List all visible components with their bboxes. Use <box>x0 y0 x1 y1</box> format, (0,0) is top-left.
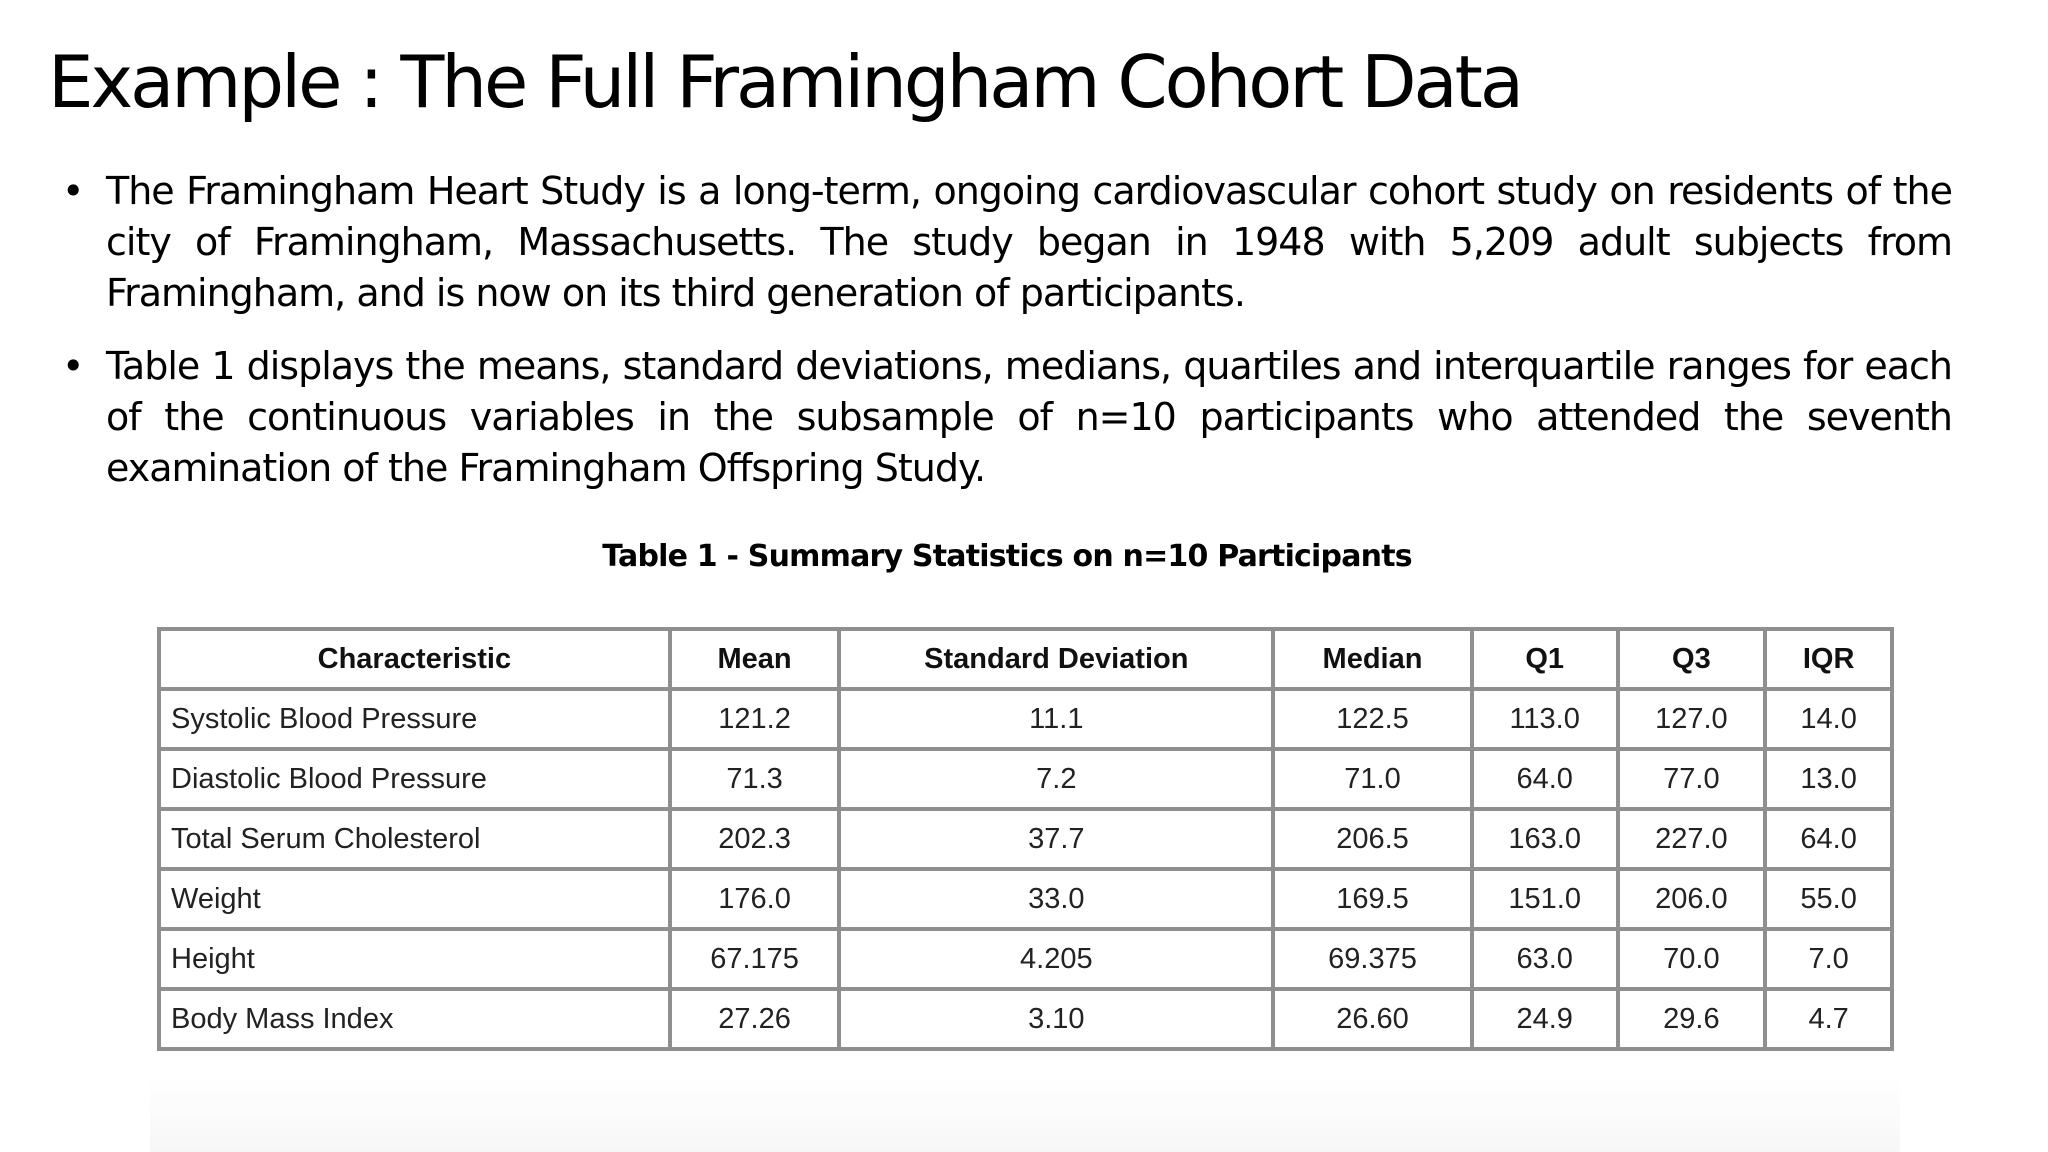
cell-standard-deviation: 7.2 <box>839 749 1273 809</box>
bullet-icon: • <box>62 169 84 213</box>
bullet-list <box>62 166 1952 516</box>
column-header-iqr: IQR <box>1765 629 1892 689</box>
column-header-characteristic: Characteristic <box>159 629 670 689</box>
table-caption: Table 1 - Summary Statistics on n=10 Participants <box>602 539 1412 574</box>
table-row <box>159 749 1892 809</box>
bullet-icon: • <box>62 344 84 388</box>
table-row <box>159 869 1892 929</box>
cell-standard-deviation: 11.1 <box>839 689 1273 749</box>
cell-q3: 206.0 <box>1618 869 1766 929</box>
cell-standard-deviation: 37.7 <box>839 809 1273 869</box>
bullet-text: The Framingham Heart Study is a long-term, ongoing cardiovascular cohort study on residents of the city of Framingham, Massachusetts. The study began in 1948 with 5,209 adult subjects from Framingham, and is now on its third generation of participants. <box>106 169 1952 315</box>
cell-q3: 127.0 <box>1618 689 1766 749</box>
cell-q3: 77.0 <box>1618 749 1766 809</box>
cell-characteristic: Systolic Blood Pressure <box>159 689 670 749</box>
bullet-text: Table 1 displays the means, standard deviations, medians, quartiles and interquartile ranges for each of the continuous variables in the subsample of n=10 participants who attended the seventh examination of the Framingham Offspring Study. <box>106 344 1952 490</box>
cell-q3: 29.6 <box>1618 989 1766 1049</box>
cell-iqr: 4.7 <box>1765 989 1892 1049</box>
slide-title: Example : The Full Framingham Cohort Data <box>48 40 1521 124</box>
cell-q1: 151.0 <box>1472 869 1618 929</box>
cell-median: 169.5 <box>1273 869 1472 929</box>
cell-mean: 176.0 <box>670 869 840 929</box>
cell-iqr: 55.0 <box>1765 869 1892 929</box>
cell-q3: 227.0 <box>1618 809 1766 869</box>
cell-mean: 71.3 <box>670 749 840 809</box>
cell-median: 122.5 <box>1273 689 1472 749</box>
cell-standard-deviation: 33.0 <box>839 869 1273 929</box>
column-header-median: Median <box>1273 629 1472 689</box>
table-row <box>159 929 1892 989</box>
bottom-shading <box>150 1075 1900 1152</box>
column-header-q3: Q3 <box>1618 629 1766 689</box>
column-header-q1: Q1 <box>1472 629 1618 689</box>
cell-median: 71.0 <box>1273 749 1472 809</box>
cell-iqr: 13.0 <box>1765 749 1892 809</box>
cell-standard-deviation: 3.10 <box>839 989 1273 1049</box>
column-header-mean: Mean <box>670 629 840 689</box>
cell-q3: 70.0 <box>1618 929 1766 989</box>
cell-characteristic: Body Mass Index <box>159 989 670 1049</box>
cell-q1: 64.0 <box>1472 749 1618 809</box>
cell-characteristic: Diastolic Blood Pressure <box>159 749 670 809</box>
cell-characteristic: Weight <box>159 869 670 929</box>
bullet-item <box>62 341 1952 494</box>
cell-mean: 202.3 <box>670 809 840 869</box>
summary-statistics-table <box>157 627 1894 1051</box>
cell-mean: 27.26 <box>670 989 840 1049</box>
table-row <box>159 809 1892 869</box>
table-row <box>159 689 1892 749</box>
cell-standard-deviation: 4.205 <box>839 929 1273 989</box>
cell-characteristic: Total Serum Cholesterol <box>159 809 670 869</box>
cell-iqr: 64.0 <box>1765 809 1892 869</box>
cell-q1: 113.0 <box>1472 689 1618 749</box>
cell-median: 69.375 <box>1273 929 1472 989</box>
cell-q1: 163.0 <box>1472 809 1618 869</box>
table-header-row <box>159 629 1892 689</box>
bullet-item <box>62 166 1952 319</box>
cell-mean: 121.2 <box>670 689 840 749</box>
cell-mean: 67.175 <box>670 929 840 989</box>
cell-iqr: 14.0 <box>1765 689 1892 749</box>
cell-characteristic: Height <box>159 929 670 989</box>
cell-q1: 63.0 <box>1472 929 1618 989</box>
cell-iqr: 7.0 <box>1765 929 1892 989</box>
cell-q1: 24.9 <box>1472 989 1618 1049</box>
cell-median: 206.5 <box>1273 809 1472 869</box>
table-row <box>159 989 1892 1049</box>
cell-median: 26.60 <box>1273 989 1472 1049</box>
column-header-standard-deviation: Standard Deviation <box>839 629 1273 689</box>
